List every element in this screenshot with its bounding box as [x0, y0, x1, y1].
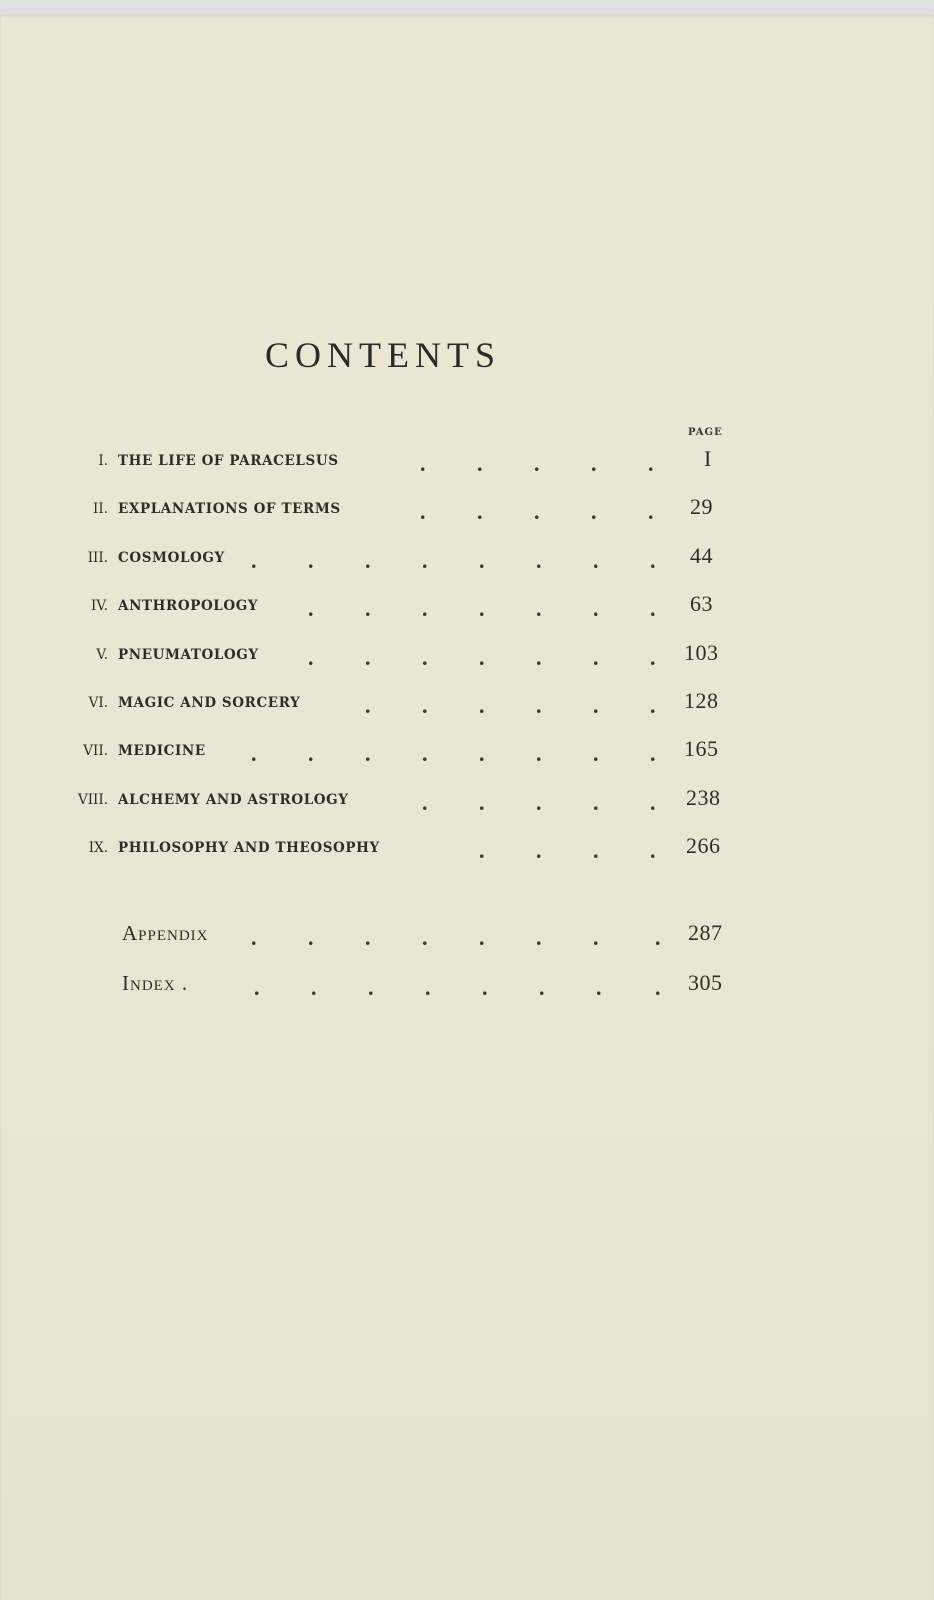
page-number: I: [704, 446, 712, 471]
dot-leader: . . . . . . .: [308, 645, 656, 670]
chapter-numeral: IX.: [88, 840, 108, 856]
dot-leader: . . . .: [479, 838, 656, 863]
page-number: 287: [688, 920, 723, 945]
dot-leader: . . . . . . . .: [251, 741, 656, 766]
toc-entry: [0, 735, 934, 765]
chapter-title: MAGIC AND SORCERY: [118, 695, 301, 711]
dot-leader: . . . . . .: [365, 693, 656, 718]
appendix-title: Appendix: [122, 921, 209, 945]
toc-entry: [0, 784, 934, 814]
page-number: 63: [690, 591, 713, 616]
page-column-label: PAGE: [688, 427, 723, 438]
dot-leader: . . . . . . . .: [251, 548, 656, 573]
chapter-numeral: VI.: [88, 695, 108, 711]
toc-entry: [0, 687, 934, 717]
chapter-numeral: II.: [93, 501, 108, 517]
toc-entry: [0, 590, 934, 620]
chapter-title: ALCHEMY AND ASTROLOGY: [118, 792, 349, 808]
chapter-numeral: I.: [98, 453, 108, 469]
toc-entry: [0, 639, 934, 669]
dot-leader: . . . . . . .: [308, 596, 656, 621]
toc-entry-appendix: [0, 919, 934, 949]
toc-entry: [0, 445, 934, 475]
page-number: 238: [686, 785, 721, 810]
page-title: CONTENTS: [265, 335, 501, 375]
chapter-title: COSMOLOGY: [118, 550, 225, 566]
index-title: Index .: [122, 971, 189, 995]
page-number: 128: [684, 688, 719, 713]
chapter-title: PHILOSOPHY AND THEOSOPHY: [118, 840, 380, 856]
chapter-numeral: VIII.: [77, 792, 108, 808]
book-page: [0, 14, 934, 1600]
dot-leader: . . . . . . . .: [254, 975, 661, 1000]
chapter-numeral: IV.: [90, 598, 108, 614]
chapter-numeral: V.: [96, 647, 108, 663]
chapter-title: MEDICINE: [118, 743, 206, 759]
toc-entry: [0, 832, 934, 862]
page-number: 305: [688, 970, 723, 995]
chapter-title: EXPLANATIONS OF TERMS: [118, 501, 341, 517]
dot-leader: . . . . .: [420, 499, 654, 524]
dot-leader: . . . . .: [422, 790, 656, 815]
toc-entry-index: [0, 969, 934, 999]
chapter-title: PNEUMATOLOGY: [118, 647, 259, 663]
page-number: 29: [690, 494, 713, 519]
toc-entry: [0, 542, 934, 572]
chapter-title: ANTHROPOLOGY: [118, 598, 259, 614]
chapter-numeral: VII.: [83, 743, 108, 759]
page-number: 165: [684, 736, 719, 761]
dot-leader: . . . . .: [420, 451, 654, 476]
dot-leader: . . . . . . . .: [251, 925, 661, 950]
page-number: 103: [684, 640, 719, 665]
chapter-numeral: III.: [87, 550, 108, 566]
page-number: 44: [690, 543, 713, 568]
chapter-title: THE LIFE OF PARACELSUS: [118, 453, 339, 469]
page-number: 266: [686, 833, 721, 858]
toc-entry: [0, 493, 934, 523]
